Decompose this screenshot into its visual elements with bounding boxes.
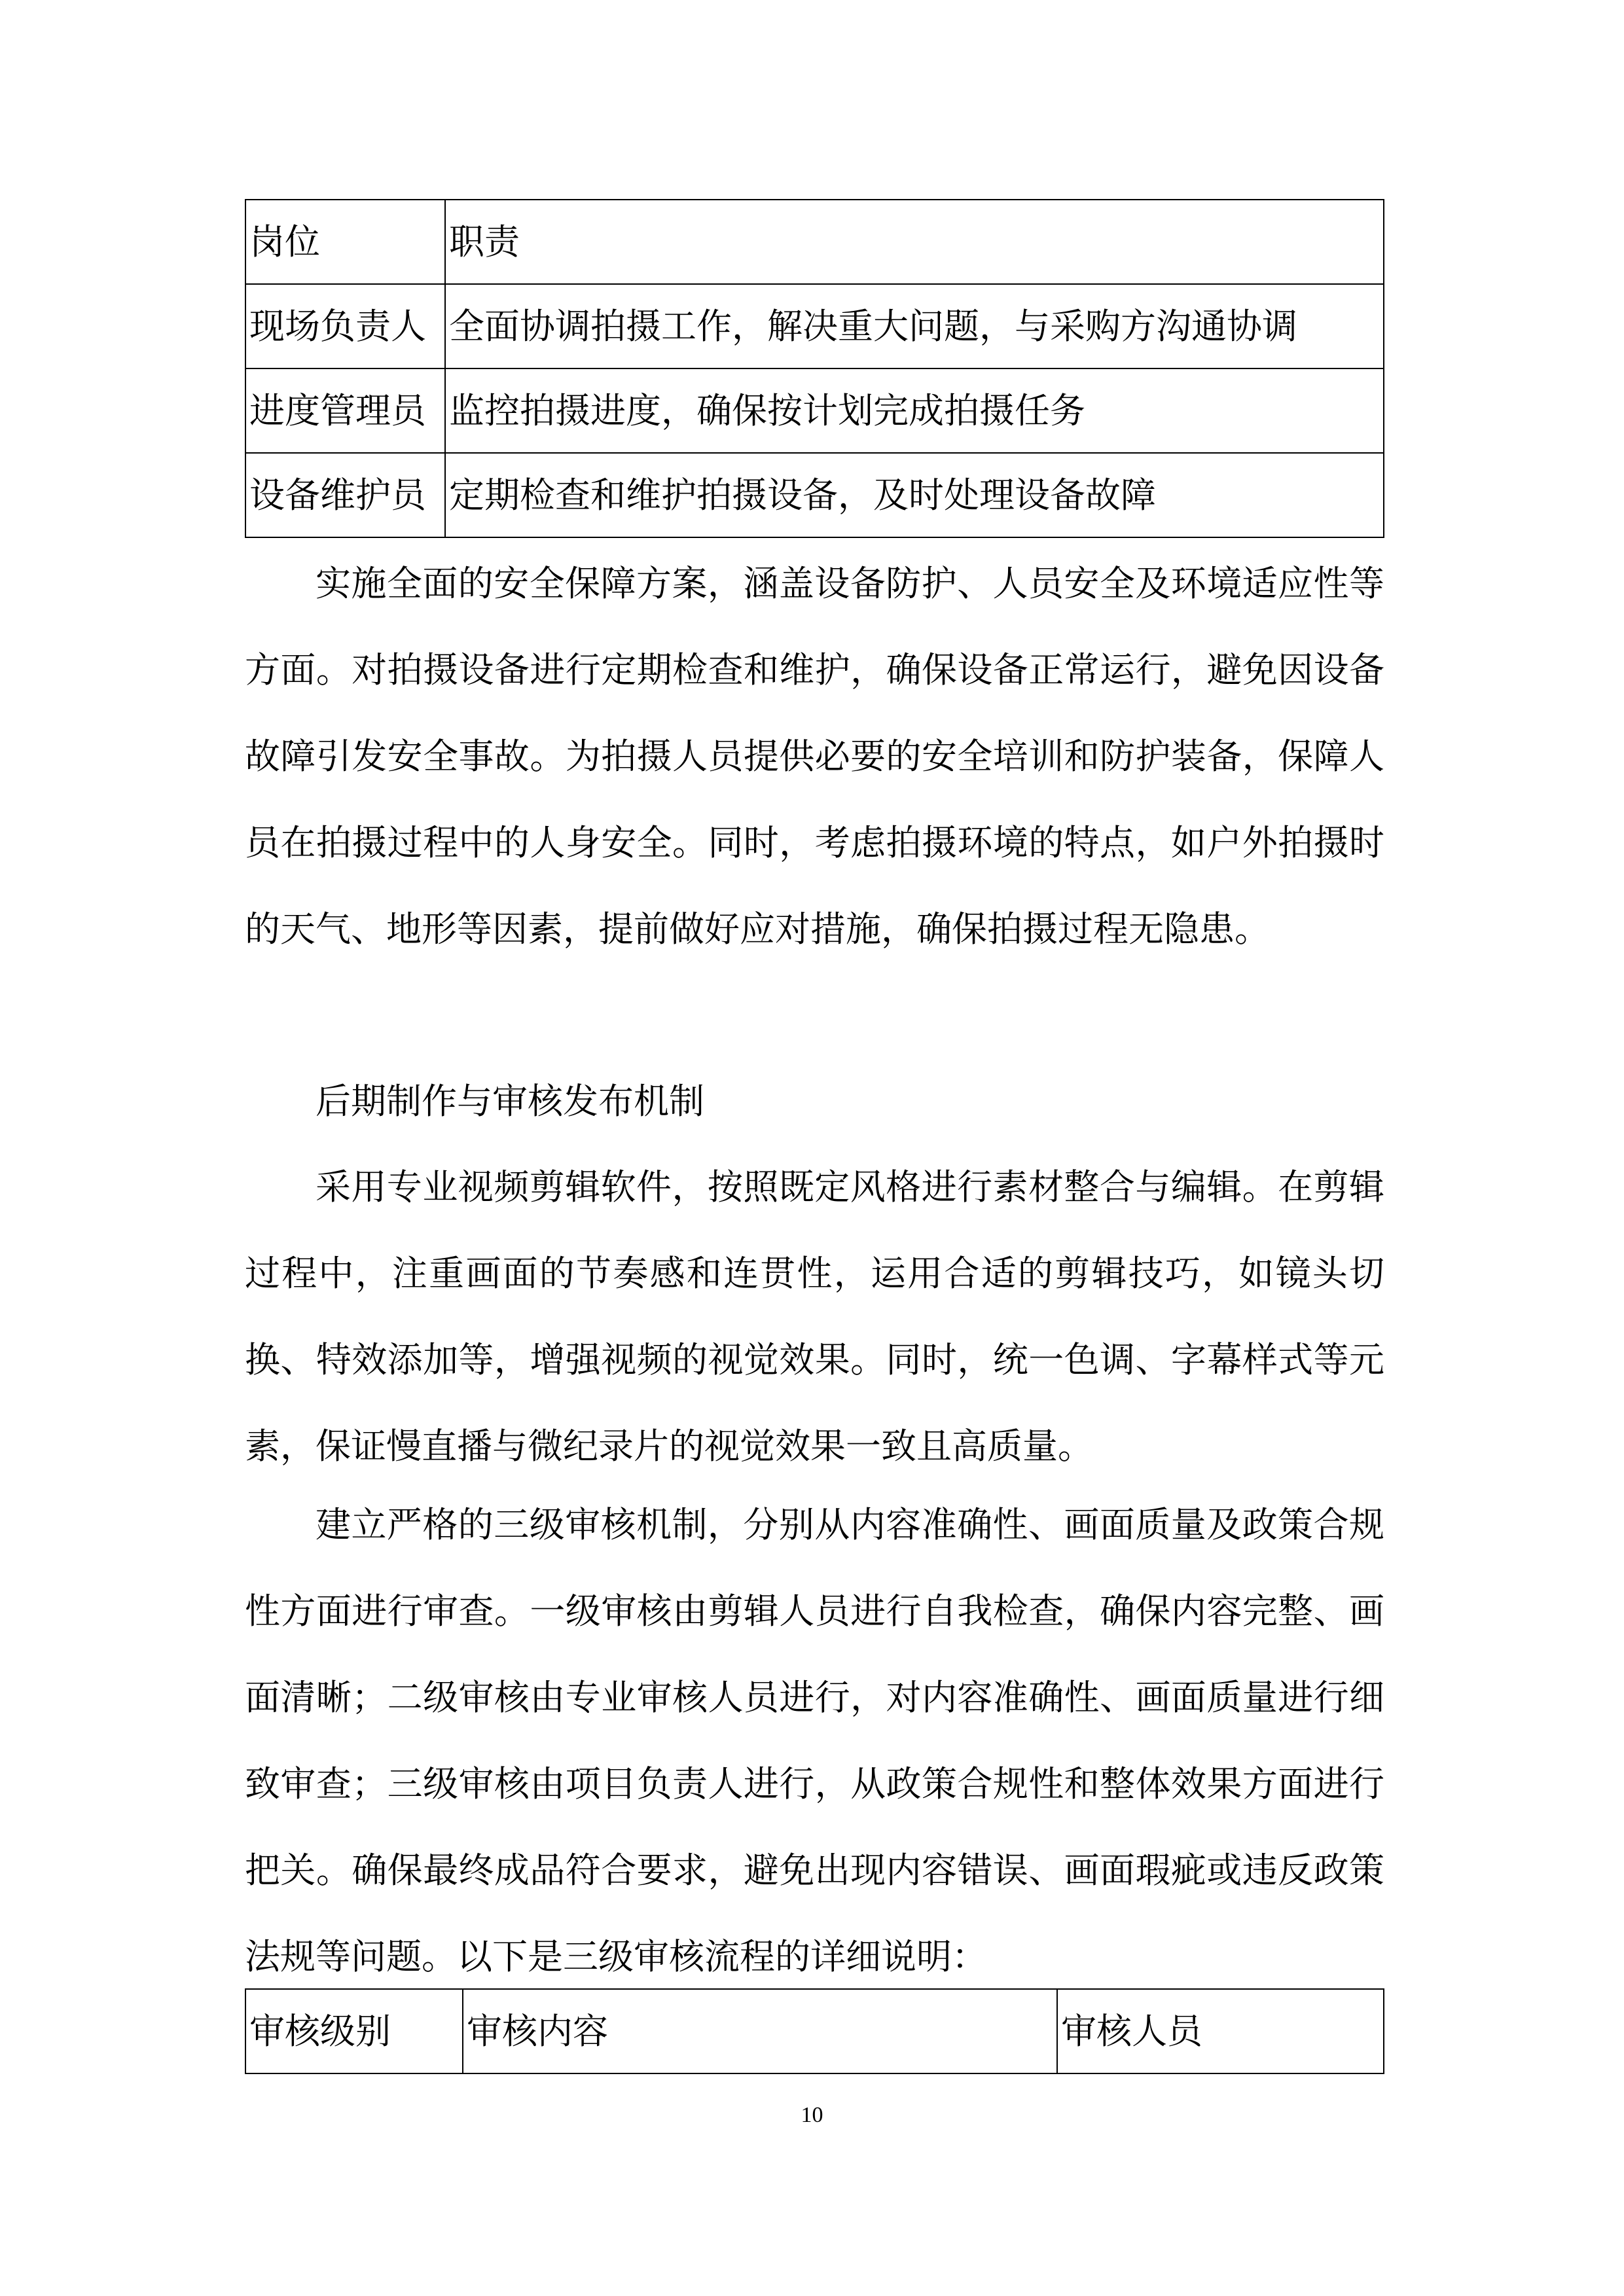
table-header-row: [245, 1989, 1384, 2073]
table-cell: 监控拍摄进度，确保按计划完成拍摄任务: [445, 368, 1384, 453]
header-cell-review-level: 审核级别: [245, 1989, 463, 2073]
editing-paragraph: 采用专业视频剪辑软件，按照既定风格进行素材整合与编辑。在剪辑过程中，注重画面的节奏感和连贯性，运用合适的剪辑技巧，如镜头切换、特效添加等，增强视频的视觉效果。同时，统一色调、字幕样式等元素，保证慢直播与微纪录片的视觉效果一致且高质量。: [245, 1166, 1384, 1467]
responsibility-table: [245, 199, 1384, 538]
table-cell: 定期检查和维护拍摄设备，及时处理设备故障: [445, 453, 1384, 537]
table-header-row: [245, 200, 1384, 284]
table-cell: 现场负责人: [245, 284, 445, 368]
table-row: [245, 368, 1384, 453]
table-row: [245, 453, 1384, 537]
header-cell-review-content: 审核内容: [463, 1989, 1057, 2073]
review-table: [245, 1988, 1384, 2074]
header-cell-position: 岗位: [245, 200, 445, 284]
table-cell: 设备维护员: [245, 453, 445, 537]
page-number: 10: [801, 2103, 823, 2127]
table-cell: 全面协调拍摄工作，解决重大问题，与采购方沟通协调: [445, 284, 1384, 368]
table-row: [245, 284, 1384, 368]
table-cell: 进度管理员: [245, 368, 445, 453]
safety-paragraph: 实施全面的安全保障方案，涵盖设备防护、人员安全及环境适应性等方面。对拍摄设备进行定期检查和维护，确保设备正常运行，避免因设备故障引发安全事故。为拍摄人员提供必要的安全培训和防护装备，保障人员在拍摄过程中的人身安全。同时，考虑拍摄环境的特点，如户外拍摄时的天气、地形等因素，提前做好应对措施，确保拍摄过程无隐患。: [245, 563, 1384, 950]
section-heading: 后期制作与审核发布机制: [316, 1081, 704, 1122]
header-cell-duty: 职责: [445, 200, 1384, 284]
header-cell-reviewer: 审核人员: [1057, 1989, 1384, 2073]
review-paragraph: 建立严格的三级审核机制，分别从内容准确性、画面质量及政策合规性方面进行审查。一级审核由剪辑人员进行自我检查，确保内容完整、画面清晰；二级审核由专业审核人员进行，对内容准确性、画面质量进行细致审查；三级审核由项目负责人进行，从政策合规性和整体效果方面进行把关。确保最终成品符合要求，避免出现内容错误、画面瑕疵或违反政策法规等问题。以下是三级审核流程的详细说明：: [245, 1504, 1384, 1977]
